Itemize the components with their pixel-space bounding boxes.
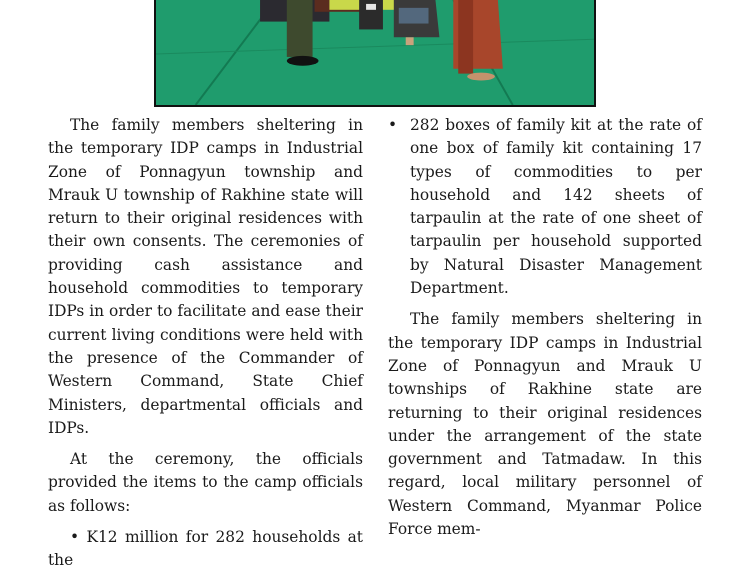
bullet-dot: • <box>388 116 398 134</box>
paragraph-returning: The family members sheltering in the temporary IDP camps in Industrial Zone of Ponnagyun and Mrauk U townships of Rakhine state are returning to their original residences under the arrangement of the state government and Tatmadaw. In this regard, local military personnel of Western Command, Myanmar Police Force mem- <box>388 310 702 539</box>
photo-illustration <box>156 0 594 105</box>
bullet-family-kit <box>388 114 702 300</box>
left-column <box>48 114 363 573</box>
paragraph-intro: The family members sheltering in the temporary IDP camps in Industrial Zone of Ponnagyun township and Mrauk U township of Rakhine state will return to their original residences with their own consents. The ceremonies of providing cash assistance and household commodities to temporary IDPs in order to facilitate and ease their current living conditions were held with the presence of the Commander of Western Command, State Chief Ministers, departmental officials and IDPs. <box>48 116 363 437</box>
bullet-text: 282 boxes of family kit at the rate of one box of family kit containing 17 types of commodities to per household and 142 sheets of tarpaulin at the rate of one sheet of tarpaulin per household supported by Natural Disaster Management Department. <box>410 116 702 298</box>
paragraph-ceremony-items: At the ceremony, the officials provided the items to the camp officials as follows: <box>48 450 363 515</box>
partial-bullet-line: • K12 million for 282 households at the <box>48 528 363 570</box>
right-column <box>388 114 702 541</box>
event-photo <box>154 0 596 107</box>
